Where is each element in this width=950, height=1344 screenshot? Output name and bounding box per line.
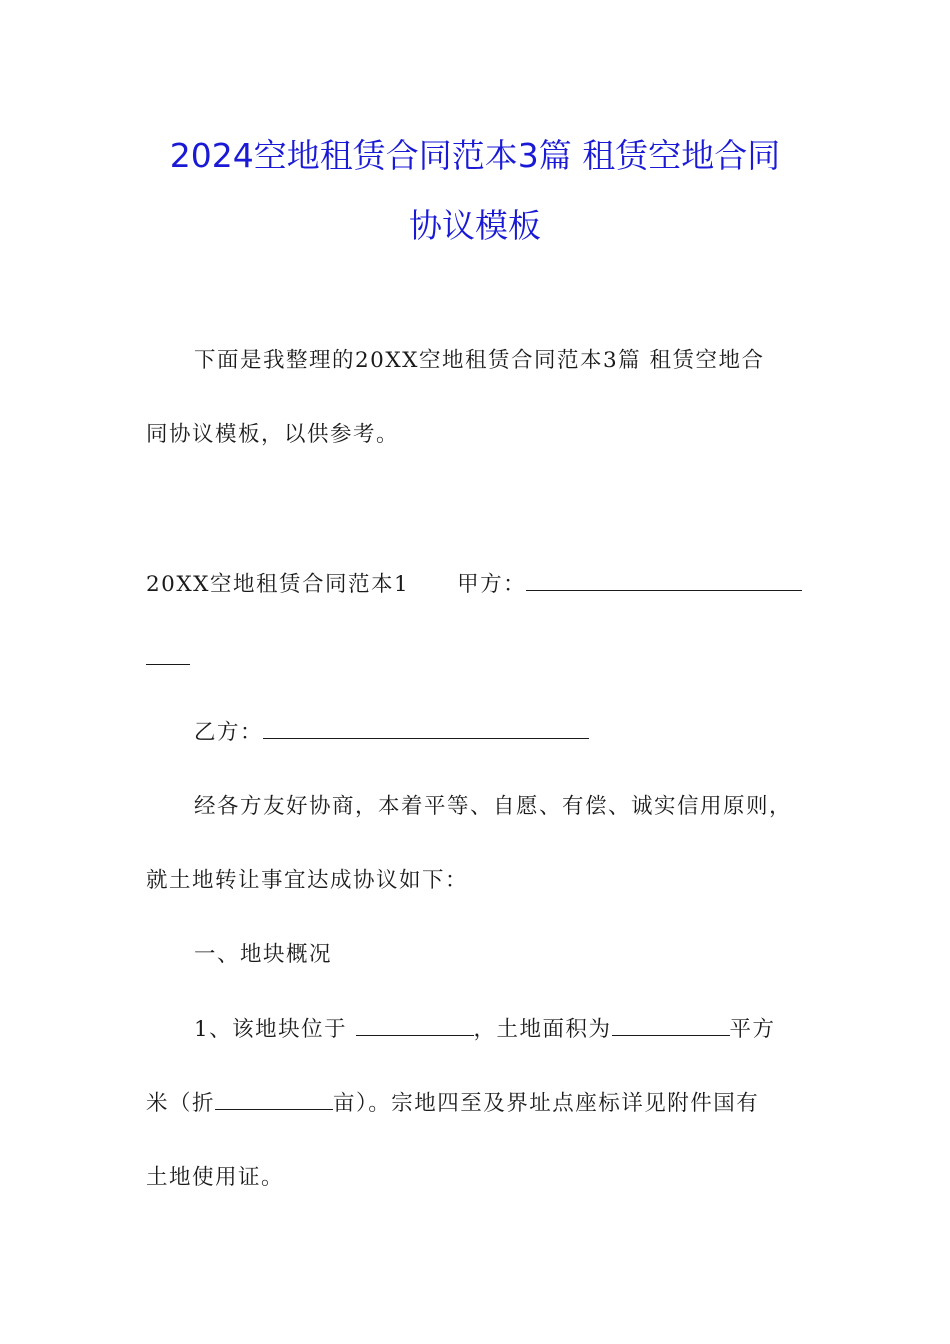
clause1-line1: [194, 1014, 776, 1045]
intro-line1: 下面是我整理的20XX空地租赁合同范本3篇 租赁空地合: [194, 348, 765, 373]
clause1-mu-label: 米（折: [146, 1091, 216, 1116]
clause1-unit-label: 平方: [729, 1017, 776, 1042]
area-sqm-blank: [612, 1014, 730, 1036]
clause1-area-label: ，土地面积为: [473, 1017, 612, 1042]
party-a-blank: [526, 569, 802, 591]
location-blank: [356, 1014, 474, 1036]
area-mu-blank: [215, 1088, 333, 1110]
party-b-label: 乙方：: [194, 720, 264, 745]
party-a-label: 甲方：: [457, 572, 527, 597]
party-b-blank: [263, 717, 589, 739]
document-title-line2: 协议模板: [409, 206, 541, 245]
party-b-row: [194, 717, 589, 748]
clause1-line2: [146, 1088, 759, 1119]
party-a-blank-continuation-row: [146, 643, 190, 674]
contract-heading: 20XX空地租赁合同范本1: [146, 572, 410, 597]
document-title-line1: 2024空地租赁合同范本3篇 租赁空地合同: [169, 136, 781, 175]
intro-line2: 同协议模板，以供参考。: [146, 422, 400, 447]
clause1-line3: 土地使用证。: [146, 1165, 285, 1190]
contract-heading-row: [146, 569, 802, 600]
section1-heading: 一、地块概况: [194, 942, 333, 967]
clause1-boundary-text: 亩）。宗地四至及界址点座标详见附件国有: [333, 1091, 760, 1116]
preamble-line1: 经各方友好协商，本着平等、自愿、有偿、诚实信用原则，: [194, 794, 793, 819]
party-a-blank-continuation: [146, 643, 190, 665]
clause1-location-label: 1、该地块位于: [194, 1017, 356, 1042]
preamble-line2: 就土地转让事宜达成协议如下：: [146, 868, 469, 893]
